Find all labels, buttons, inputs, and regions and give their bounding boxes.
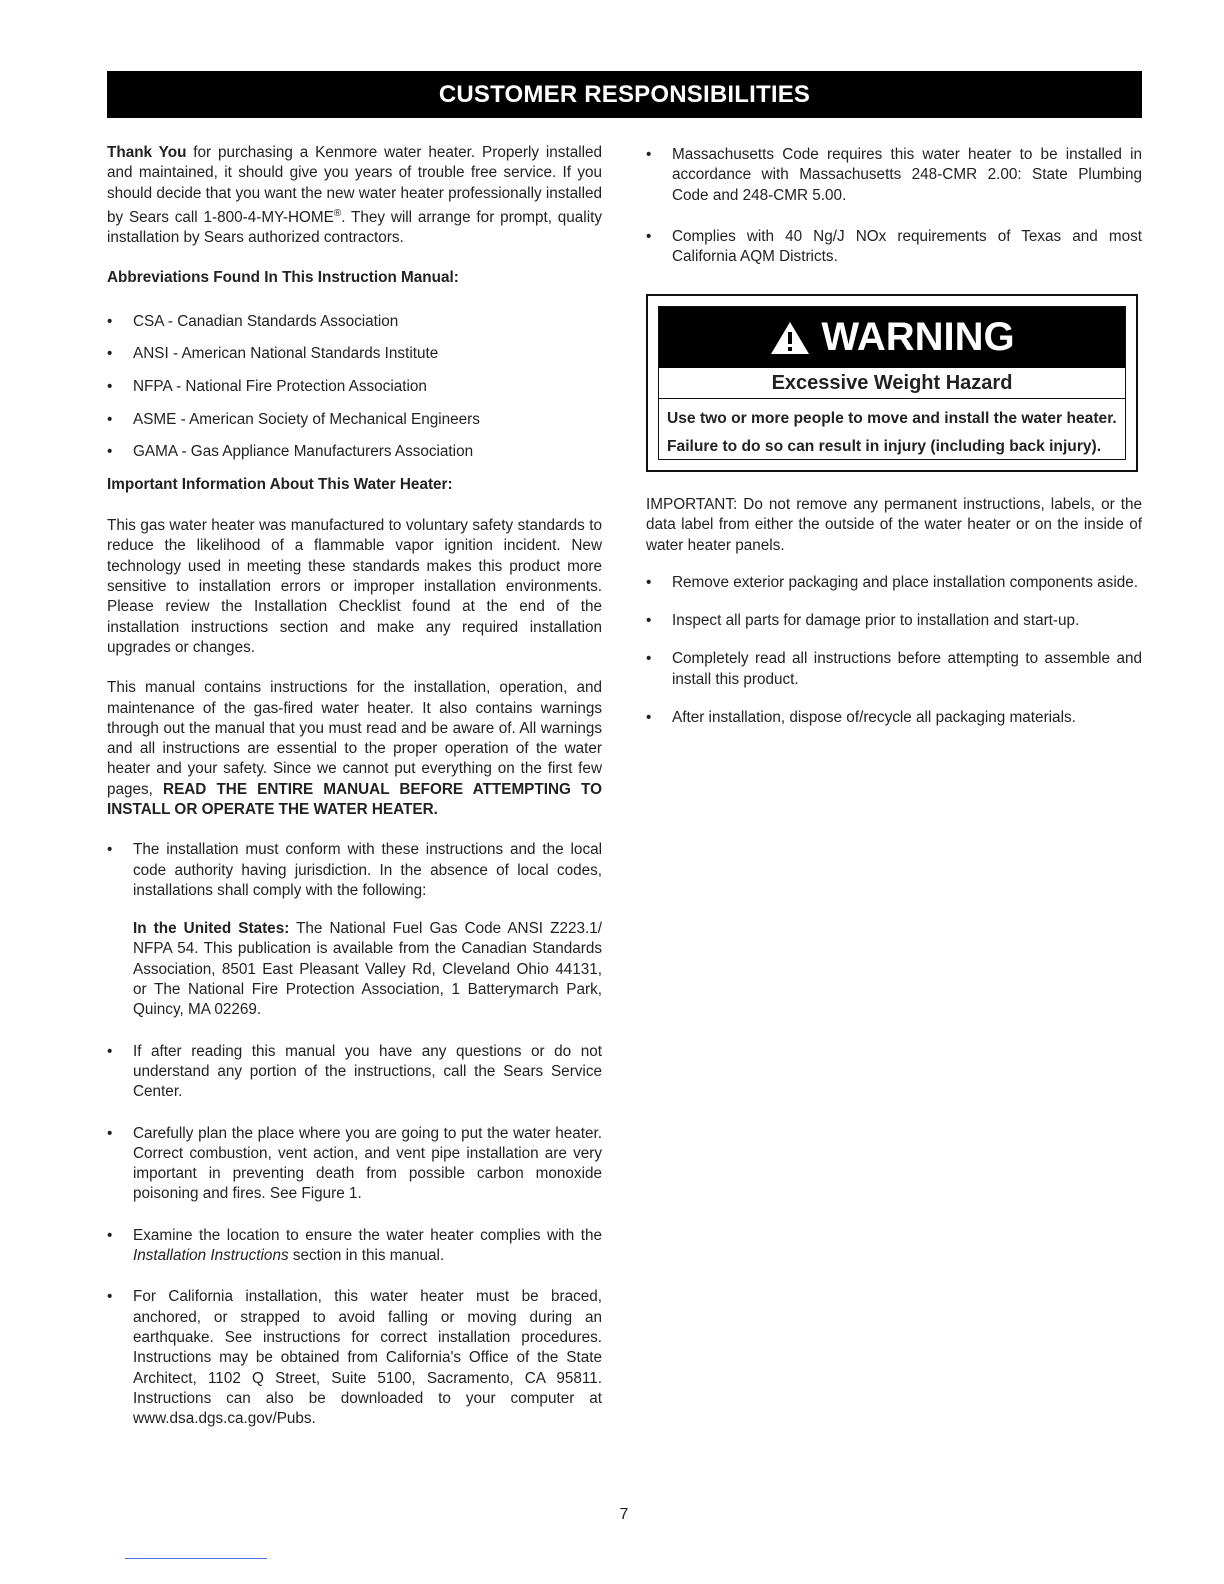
list-item: • CSA - Canadian Standards Association xyxy=(107,312,399,330)
united-states-note: In the United States: The National Fuel Gas Code ANSI Z223.1/ NFPA 54. This publication is available from the Canadian Standards Association, 8501 East Pleasant Valley Rd, Cleveland Ohio 44131, or The National Fire Protection Association, 1 Batterymarch Park, Quincy, MA 02269. xyxy=(133,920,602,1019)
page-banner xyxy=(107,71,1142,118)
intro-text: for purchasing a Kenmore water heater. Properly installed and maintained, it should give you years of trouble free service. If you should decide that you want the new water heater professionally installed by Sears call 1-800-4-MY-HOME xyxy=(107,144,603,226)
warning-triangle-icon xyxy=(769,320,811,356)
list-item: • Massachusetts Code requires this water heater to be installed in accordance with Massachusetts 248-CMR 2.00: State Plumbing Code and 248-CMR 5.00. xyxy=(646,146,1142,204)
intro-lead: Thank You xyxy=(107,144,187,161)
right-column-bottom xyxy=(646,495,1142,728)
important-note: IMPORTANT: Do not remove any permanent instructions, labels, or the data label from either the outside of the water heater or on the inside of water heater panels. xyxy=(646,496,1142,554)
list-item: • Inspect all parts for damage prior to installation and start-up. xyxy=(646,612,1080,630)
warning-line-1: Use two or more people to move and install the water heater. xyxy=(667,410,1117,427)
list-item: • ANSI - American National Standards Institute xyxy=(107,345,439,363)
list-item: • NFPA - National Fire Protection Association xyxy=(107,378,427,396)
abbreviations-list xyxy=(107,312,602,463)
safety-standards-paragraph: This gas water heater was manufactured to voluntary safety standards to reduce the likelihood of a flammable vapor ignition incident. New technology used in meeting these standards makes this product more sensitive to installation errors or improper installation environments. Please review the Installation Checklist found at the end of the installation instructions section and make any required installation upgrades or changes. xyxy=(107,517,602,656)
right-column-top xyxy=(646,145,1142,267)
warning-header xyxy=(659,307,1125,368)
list-item: • After installation, dispose of/recycle all packaging materials. xyxy=(646,709,1076,727)
list-item: • Carefully plan the place where you are going to put the water heater. Correct combustion, vent action, and vent pipe installation are very important in preventing death from possible carbon monoxide poisoning and fires. See Figure 1. xyxy=(107,1124,602,1203)
page-number: 7 xyxy=(619,1506,629,1523)
read-manual-notice: READ THE ENTIRE MANUAL BEFORE ATTEMPTING TO INSTALL OR OPERATE THE WATER HEATER. xyxy=(107,780,602,818)
list-item: • The installation must conform with these instructions and the local code authority having jurisdiction. In the absence of local codes, installations shall comply with the following: In the United States: The National Fuel Gas Code ANSI Z223.1/ NFPA 54. This publication is available from the Canadian Standards Association, 8501 East Pleasant Valley Rd, Cleveland Ohio 44131, or The National Fire Protection Association, 1 Batterymarch Park, Quincy, MA 02269. xyxy=(107,840,602,1020)
list-item: • ASME - American Society of Mechanical Engineers xyxy=(107,410,480,428)
warning-body xyxy=(659,399,1125,461)
list-item: • If after reading this manual you have any questions or do not understand any portion of the instructions, call the Sears Service Center. xyxy=(107,1042,602,1101)
warning-subtitle: Excessive Weight Hazard xyxy=(659,368,1125,399)
warning-title: WARNING xyxy=(821,315,1015,359)
list-item: • Completely read all instructions before attempting to assemble and install this product. xyxy=(646,650,1142,688)
banner-title: CUSTOMER RESPONSIBILITIES xyxy=(438,80,811,108)
left-column xyxy=(107,143,602,1429)
list-item: • Examine the location to ensure the water heater complies with the Installation Instructions section in this manual. xyxy=(107,1226,602,1265)
list-item: • For California installation, this water heater must be braced, anchored, or strapped to avoid falling or moving during an earthquake. See instructions for correct installation procedures. Instructions may be obtained from California's Office of the State Architect, 1102 Q Street, Suite 5100, Sacramento, CA 95811. Instructions can also be downloaded to your computer at www.dsa.dgs.ca.gov/Pubs. xyxy=(107,1288,602,1428)
list-item: • Remove exterior packaging and place installation components aside. xyxy=(646,573,1138,591)
important-info-heading: Important Information About This Water Heater: xyxy=(107,475,453,493)
intro-paragraph xyxy=(107,143,602,249)
warning-line-2: Failure to do so can result in injury (including back injury). xyxy=(667,438,1102,455)
intro-text-end: . They will arrange for prompt, quality installation by Sears authorized contractors. xyxy=(107,208,602,247)
registered-mark: ® xyxy=(333,207,342,219)
list-item: • Complies with 40 Ng/J NOx requirements of Texas and most California AQM Districts. xyxy=(646,227,1142,266)
left-bullet-list xyxy=(107,840,602,1429)
footer-rule xyxy=(125,1558,267,1559)
manual-contents-paragraph: This manual contains instructions for the installation, operation, and maintenance of the gas-fired water heater. It also contains warnings through out the manual that you must read and be aware of. All warnings and all instructions are essential to the proper operation of the water heater and your safety. Since we cannot put everything on the first few pages, READ THE ENTIRE MANUAL BEFORE ATTEMPTING TO INSTALL OR OPERATE THE WATER HEATER. xyxy=(107,679,602,818)
list-item: • GAMA - Gas Appliance Manufacturers Association xyxy=(107,443,474,461)
right-bottom-bullet-list xyxy=(646,573,1142,728)
right-top-bullet-list xyxy=(646,145,1142,267)
warning-box xyxy=(646,294,1138,472)
installation-instructions-ref: Installation Instructions xyxy=(133,1247,289,1265)
abbreviations-heading: Abbreviations Found In This Instruction Manual: xyxy=(107,268,459,286)
